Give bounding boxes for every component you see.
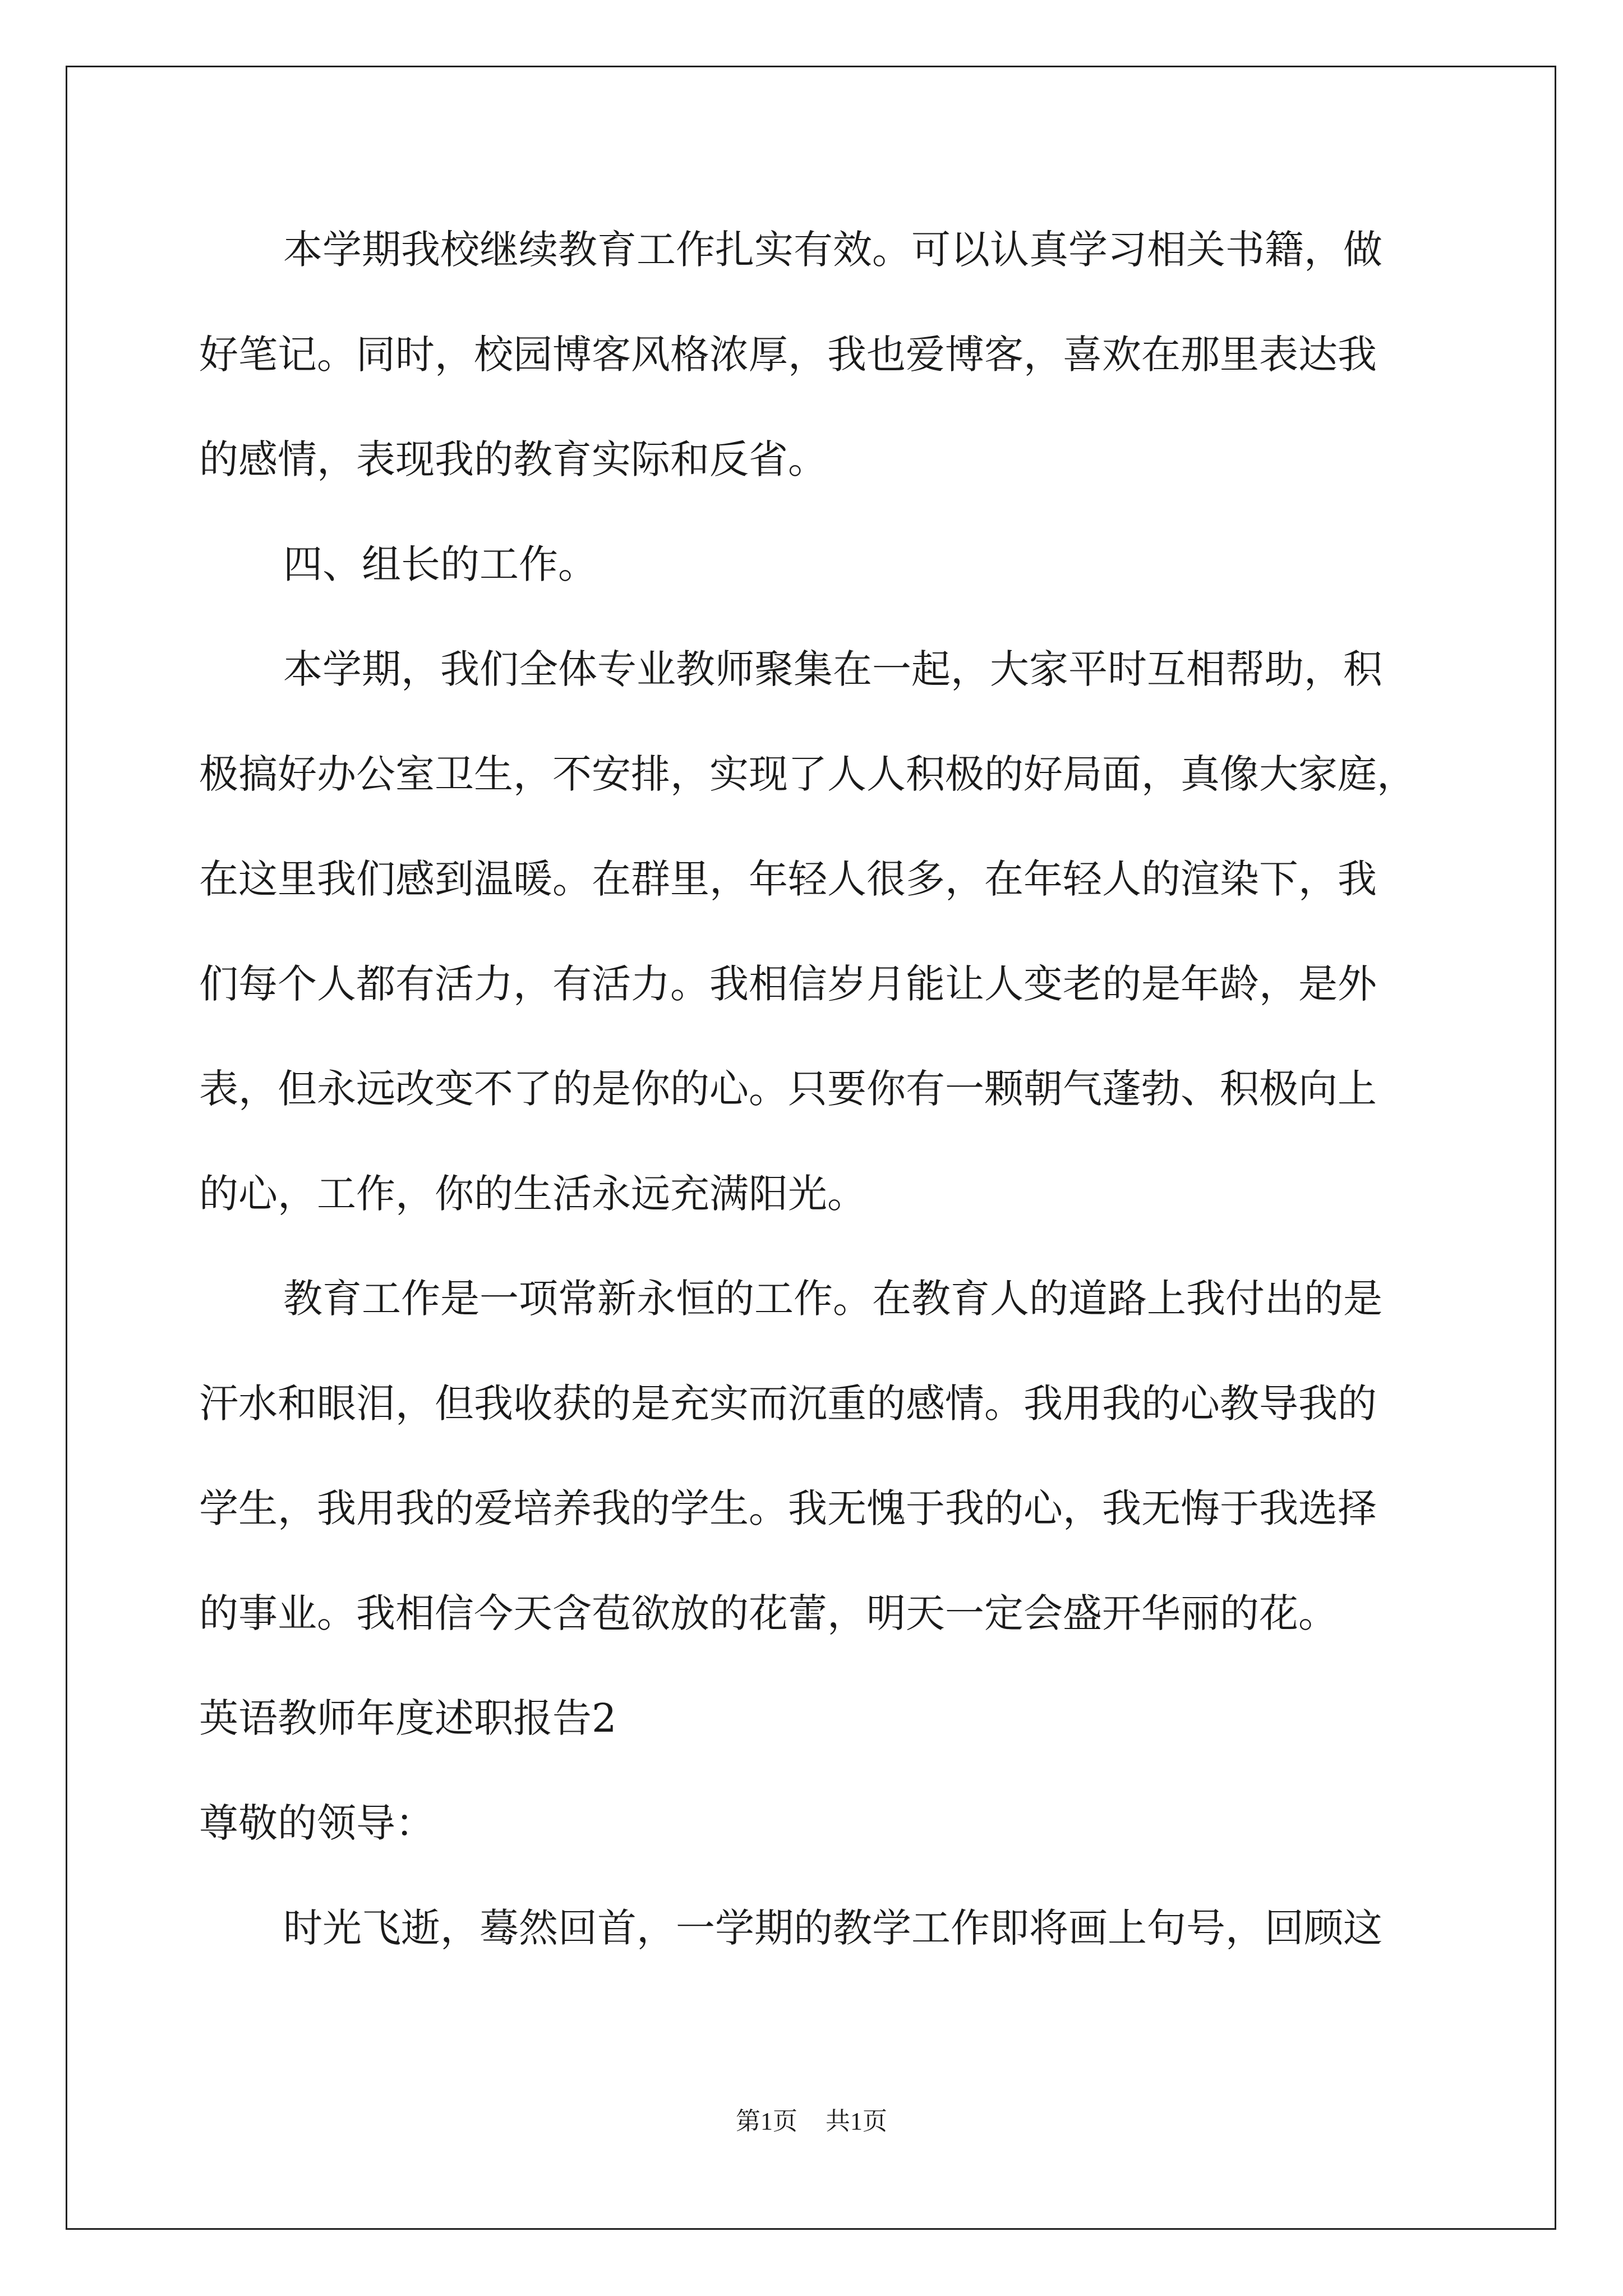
paragraph-line: 汗水和眼泪，但我收获的是充实而沉重的感情。我用我的心教导我的 bbox=[199, 1381, 1377, 1427]
paragraph-line: 在这里我们感到温暖。在群里，年轻人很多，在年轻人的渲染下，我 bbox=[199, 856, 1377, 902]
salutation: 尊敬的领导： bbox=[199, 1800, 435, 1846]
page-number: 第1页 bbox=[736, 2108, 797, 2135]
paragraph-line: 的感情，表现我的教育实际和反省。 bbox=[199, 436, 827, 482]
paragraph-line: 本学期，我们全体专业教师聚集在一起，大家平时互相帮助，积 bbox=[283, 646, 1382, 692]
page-total: 共1页 bbox=[826, 2108, 887, 2135]
paragraph-line: 教育工作是一项常新永恒的工作。在教育人的道路上我付出的是 bbox=[283, 1276, 1382, 1322]
document-title: 英语教师年度述职报告2 bbox=[199, 1695, 617, 1741]
section-heading: 四、组长的工作。 bbox=[283, 541, 597, 587]
paragraph-line: 本学期我校继续教育工作扎实有效。可以认真学习相关书籍，做 bbox=[283, 227, 1382, 273]
page-footer bbox=[0, 2101, 1623, 2137]
paragraph-line: 表，但永远改变不了的是你的心。只要你有一颗朝气蓬勃、积极向上 bbox=[199, 1066, 1377, 1112]
paragraph-line: 好笔记。同时，校园博客风格浓厚，我也爱博客，喜欢在那里表达我 bbox=[199, 332, 1377, 378]
paragraph-line: 的心，工作，你的生活永远充满阳光。 bbox=[199, 1171, 866, 1217]
paragraph-line: 时光飞逝，蓦然回首，一学期的教学工作即将画上句号，回顾这 bbox=[283, 1905, 1382, 1951]
paragraph-line: 极搞好办公室卫生，不安排，实现了人人积极的好局面，真像大家庭， bbox=[199, 751, 1416, 797]
paragraph-line: 的事业。我相信今天含苞欲放的花蕾，明天一定会盛开华丽的花。 bbox=[199, 1590, 1338, 1636]
paragraph-line: 们每个人都有活力，有活力。我相信岁月能让人变老的是年龄，是外 bbox=[199, 961, 1377, 1007]
paragraph-line: 学生，我用我的爱培养我的学生。我无愧于我的心，我无悔于我选择 bbox=[199, 1485, 1377, 1531]
